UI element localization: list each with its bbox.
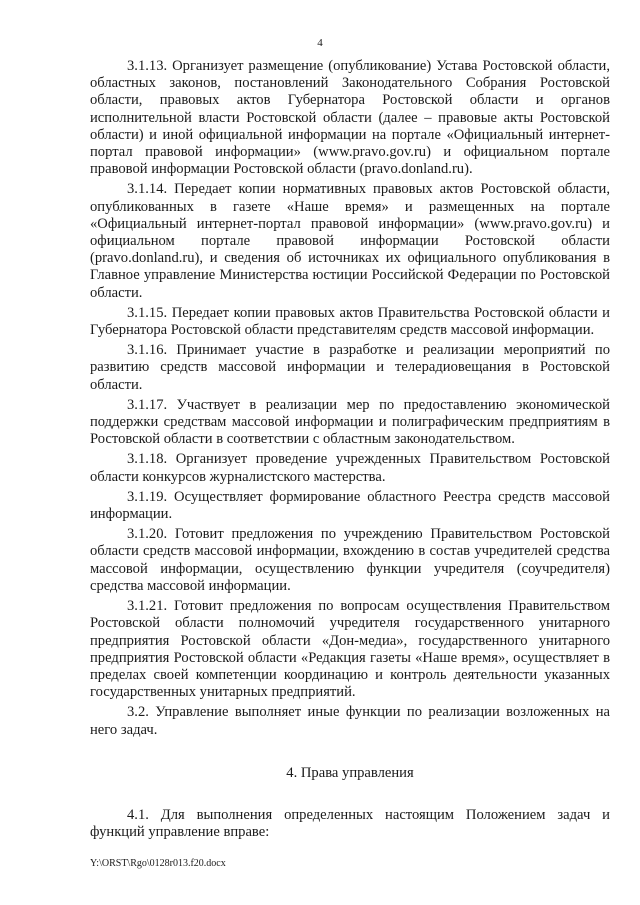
paragraph-3-2: 3.2. Управление выполняет иные функции по реализации возложенных на него задач. <box>90 704 610 738</box>
paragraph-3-1-18: 3.1.18. Организует проведение учрежденных Правительством Ростовской области конкурсов журналистского мастерства. <box>90 451 610 485</box>
paragraph-3-1-16: 3.1.16. Принимает участие в разработке и реализации мероприятий по развитию средств массовой информации и телерадиовещания в Ростовской области. <box>90 342 610 393</box>
section-heading: 4. Права управления <box>286 764 414 781</box>
paragraph-4-1: 4.1. Для выполнения определенных настоящим Положением задач и функций управление вправе: <box>90 806 610 841</box>
file-path-footer: Y:\ORST\Rgo\0128r013.f20.docx <box>90 858 226 869</box>
paragraph-3-1-20: 3.1.20. Готовит предложения по учреждению Правительством Ростовской области средств массовой информации, вхождению в состав учредителей средства массовой информации, осуществлению функции учредителя (соучредителя) средства массовой информации. <box>90 526 610 594</box>
paragraph-3-1-19: 3.1.19. Осуществляет формирование областного Реестра средств массовой информации. <box>90 488 610 523</box>
paragraph-3-1-13: 3.1.13. Организует размещение (опубликование) Устава Ростовской области, областных законов, постановлений Законодательного Собрания Ростовской области, правовых актов Губернатора Ростовской области и органов исполнительной власти Ростовской области (далее – правовые акты Ростовской области) и иной официальной информации на портале «Официальный интернет-портал правовой информации» (www.pravo.gov.ru) и официальном портале правовой информации Ростовской области (pravo.donland.ru). <box>90 58 610 178</box>
paragraph-3-1-21: 3.1.21. Готовит предложения по вопросам осуществления Правительством Ростовской области полномочий учредителя государственного унитарного предприятия Ростовской области «Дон-медиа», государственного унитарного предприятия Ростовской области «Редакция газеты «Наше время», осуществляет в пределах своей компетенции координацию и контроль деятельности указанных государственных унитарных предприятий. <box>90 598 610 701</box>
document-body <box>90 58 610 844</box>
page-number: 4 <box>317 37 323 49</box>
paragraph-3-1-17: 3.1.17. Участвует в реализации мер по предоставлению экономической поддержки средствам массовой информации и полиграфическим предприятиям в Ростовской области в соответствии с областным законодательством. <box>90 396 610 448</box>
paragraph-3-1-14: 3.1.14. Передает копии нормативных правовых актов Ростовской области, опубликованных в газете «Наше время» и размещенных на портале «Официальный интернет-портал правовой информации» (www.pravo.gov.ru) и официальном портале правовой информации Ростовской области (pravo.donland.ru), и сведения об источниках их официального опубликования в Главное управление Министерства юстиции Российской Федерации по Ростовской области. <box>90 181 610 301</box>
paragraph-3-1-15: 3.1.15. Передает копии правовых актов Правительства Ростовской области и Губернатора Ростовской области представителям средств массовой информации. <box>90 304 610 339</box>
